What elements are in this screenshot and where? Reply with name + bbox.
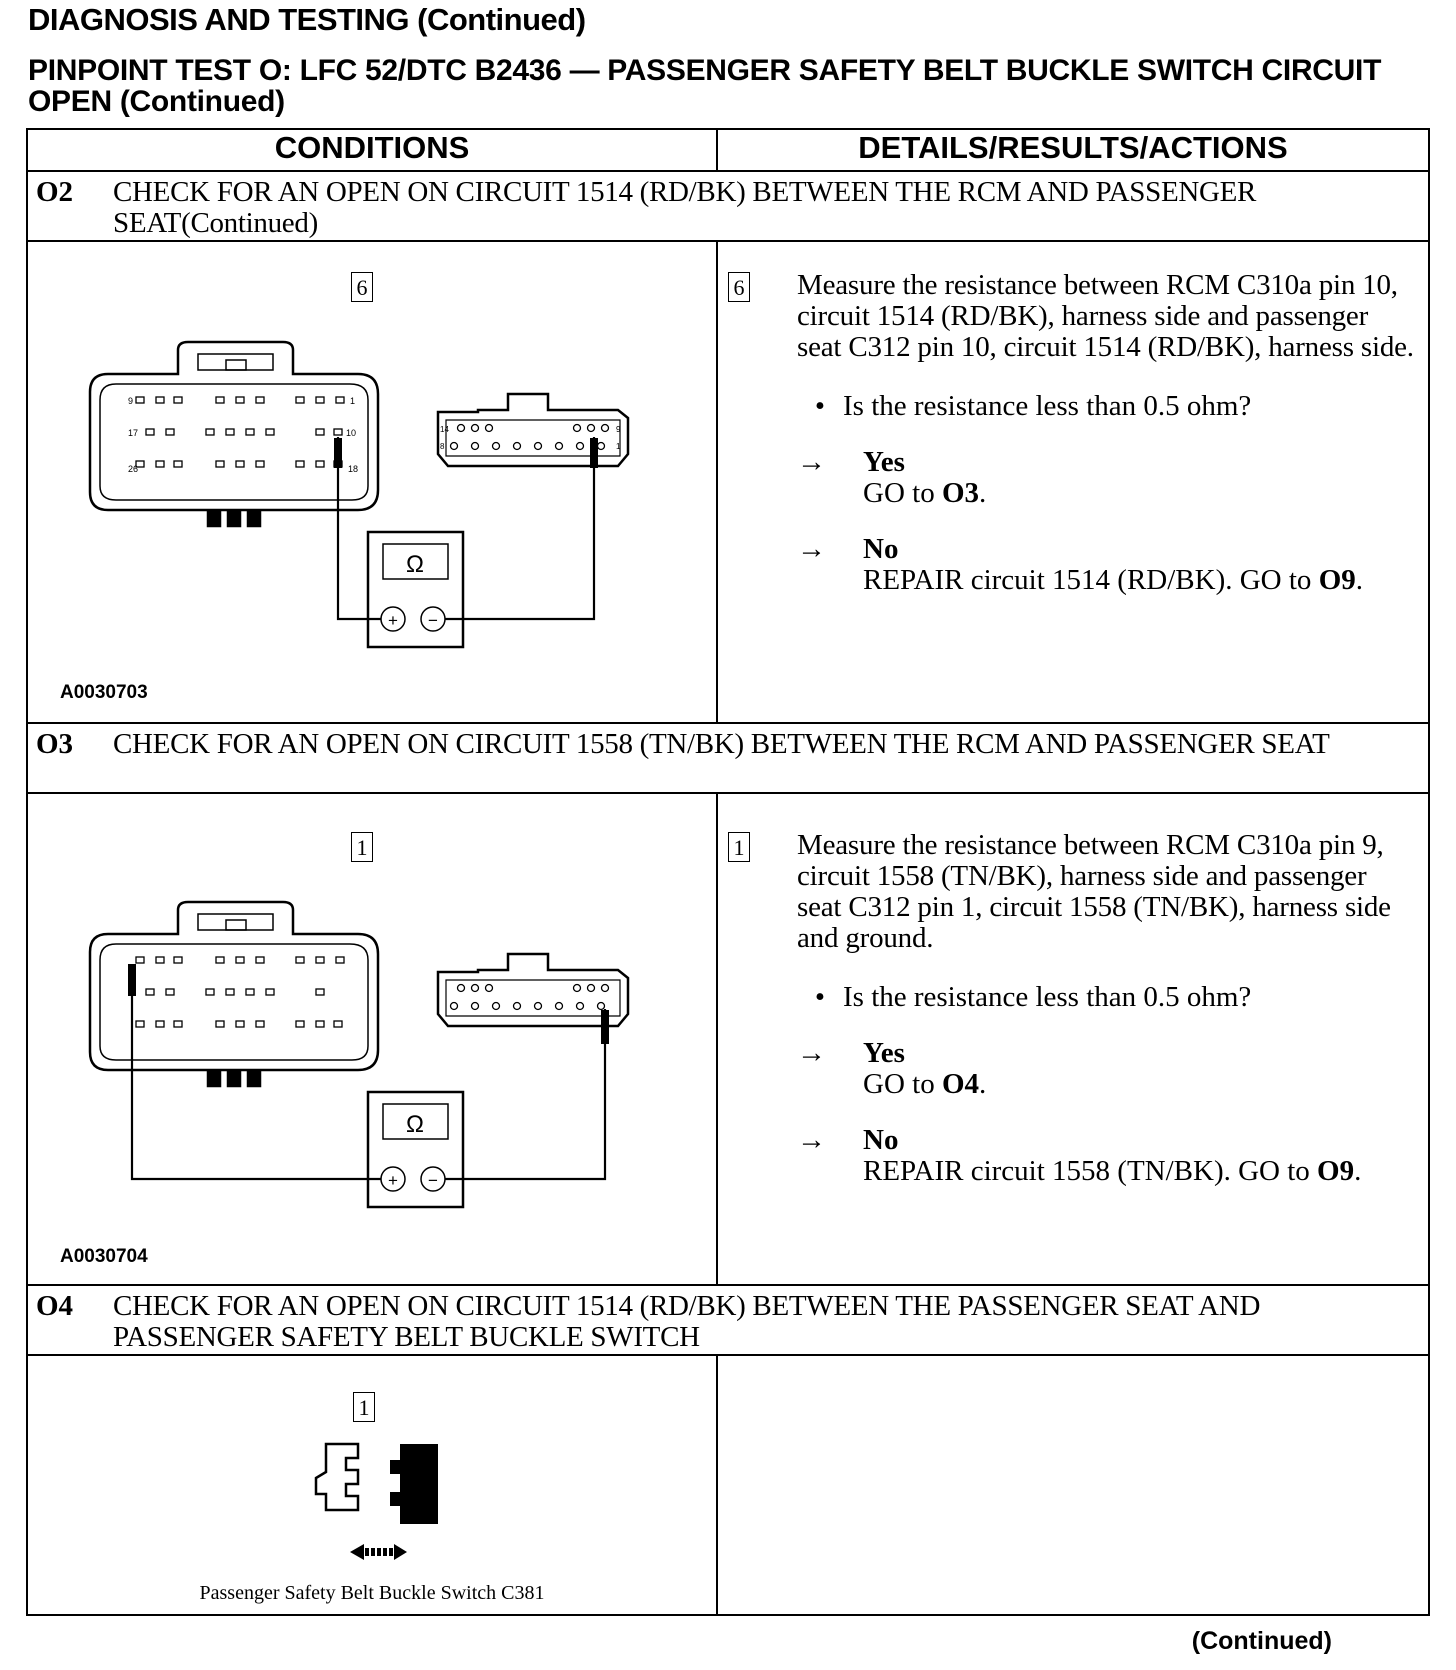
yes-option: → Yes GO to O3. <box>797 446 987 509</box>
step-id: O2 <box>36 176 74 208</box>
step-o2-figure-cell <box>27 241 717 723</box>
step-o2-header <box>27 171 1429 241</box>
yes-option: → Yes GO to O4. <box>797 1037 987 1100</box>
rcm-connector-body <box>90 342 378 510</box>
figure-callout: 6 <box>351 272 373 302</box>
question-text: Is the resistance less than 0.5 ohm? <box>843 390 1252 422</box>
no-action: REPAIR circuit 1514 (RD/BK). GO to <box>863 564 1319 596</box>
pin-label: 9 <box>128 396 134 406</box>
yes-end: . <box>979 1068 987 1100</box>
pin-label: 10 <box>346 428 357 438</box>
pin-label: 18 <box>348 464 359 474</box>
step-o2-details-cell <box>717 241 1429 723</box>
question-text: Is the resistance less than 0.5 ohm? <box>843 981 1252 1013</box>
step-o3-header <box>27 723 1429 793</box>
step-o4-details-cell <box>717 1355 1429 1615</box>
step-title: CHECK FOR AN OPEN ON CIRCUIT 1558 (TN/BK) BETWEEN THE RCM AND PASSENGER SEAT <box>113 728 1330 760</box>
conditions-header: CONDITIONS <box>27 129 717 171</box>
yes-action: GO to <box>863 477 942 509</box>
no-end: . <box>1355 564 1363 596</box>
plus-terminal: + <box>388 611 398 630</box>
pin-label: 1 <box>350 396 356 406</box>
question: • Is the resistance less than 0.5 ohm? <box>814 981 1252 1013</box>
step-o4-header <box>27 1285 1429 1355</box>
pin-label: 26 <box>128 464 139 474</box>
seat-connector-body <box>438 394 628 466</box>
detail-callout: 6 <box>728 272 750 302</box>
yes-label: Yes <box>863 446 905 478</box>
yes-target-link[interactable]: O4 <box>941 1068 980 1100</box>
connector-diagram-o3 <box>28 794 718 1284</box>
yes-action: GO to <box>863 1068 942 1100</box>
ohm-symbol: Ω <box>406 1111 424 1138</box>
pin-label: 9 <box>616 425 621 434</box>
buckle-switch-connector-diagram <box>28 1356 718 1616</box>
ohm-symbol: Ω <box>406 551 424 578</box>
measurement-instruction: Measure the resistance between RCM C310a pin 10, circuit 1514 (RD/BK), harness side and passenger seat C312 pin 10, circuit 1514 (RD/BK), harness side. <box>797 269 1414 363</box>
minus-terminal: − <box>428 611 438 630</box>
no-label: No <box>863 533 899 565</box>
step-id: O4 <box>36 1290 74 1322</box>
pin-label: 17 <box>128 428 139 438</box>
no-target-link[interactable]: O9 <box>1318 564 1356 596</box>
section-title: DIAGNOSIS AND TESTING (Continued) <box>28 2 586 37</box>
figure-callout: 1 <box>351 832 373 862</box>
pinpoint-test-table <box>26 128 1430 1616</box>
figure-id: A0030703 <box>60 682 148 703</box>
minus-terminal: − <box>428 1171 438 1190</box>
pinpoint-test-title: PINPOINT TEST O: LFC 52/DTC B2436 — PASSENGER SAFETY BELT BUCKLE SWITCH CIRCUIT OPEN (Continued) <box>28 54 1382 118</box>
pin-label: 8 <box>440 442 445 451</box>
measurement-instruction: Measure the resistance between RCM C310a pin 9, circuit 1558 (TN/BK), harness side and passenger seat C312 pin 1, circuit 1558 (TN/BK), harness side and ground. <box>797 829 1391 954</box>
step-title: CHECK FOR AN OPEN ON CIRCUIT 1514 (RD/BK) BETWEEN THE RCM AND PASSENGER SEAT(Continued) <box>113 176 1257 239</box>
step-o4-figure-cell <box>27 1355 717 1615</box>
step-o3-figure-cell <box>27 793 717 1285</box>
yes-target-link[interactable]: O3 <box>941 477 980 509</box>
plus-terminal: + <box>388 1171 398 1190</box>
connector-half-right <box>390 1444 438 1524</box>
question: • Is the resistance less than 0.5 ohm? <box>814 390 1252 422</box>
no-option: → No REPAIR circuit 1514 (RD/BK). GO to O9. <box>797 533 1363 596</box>
continued-label: (Continued) <box>1191 1627 1332 1655</box>
figure-id: A0030704 <box>60 1246 148 1267</box>
pin-label: 14 <box>440 425 449 434</box>
figure-caption: Passenger Safety Belt Buckle Switch C381 <box>199 1582 545 1604</box>
step-title: CHECK FOR AN OPEN ON CIRCUIT 1514 (RD/BK) BETWEEN THE PASSENGER SEAT AND PASSENGER SAFETY BELT BUCKLE SWITCH <box>113 1290 1261 1353</box>
no-label: No <box>863 1124 899 1156</box>
no-action: REPAIR circuit 1558 (TN/BK). GO to <box>863 1155 1318 1187</box>
yes-end: . <box>979 477 987 509</box>
connector-diagram-o2 <box>28 242 718 722</box>
no-end: . <box>1354 1155 1362 1187</box>
no-option: → No REPAIR circuit 1558 (TN/BK). GO to O9. <box>797 1124 1362 1187</box>
no-target-link[interactable]: O9 <box>1317 1155 1355 1187</box>
connector-half-left <box>316 1444 358 1510</box>
details-header: DETAILS/RESULTS/ACTIONS <box>717 129 1429 171</box>
yes-label: Yes <box>863 1037 905 1069</box>
step-id: O3 <box>36 728 74 760</box>
step-o3-details-cell <box>717 793 1429 1285</box>
detail-callout: 1 <box>728 832 750 862</box>
disconnect-arrow-icon <box>350 1544 407 1560</box>
pin-label: 1 <box>616 442 621 451</box>
figure-callout: 1 <box>353 1392 375 1422</box>
